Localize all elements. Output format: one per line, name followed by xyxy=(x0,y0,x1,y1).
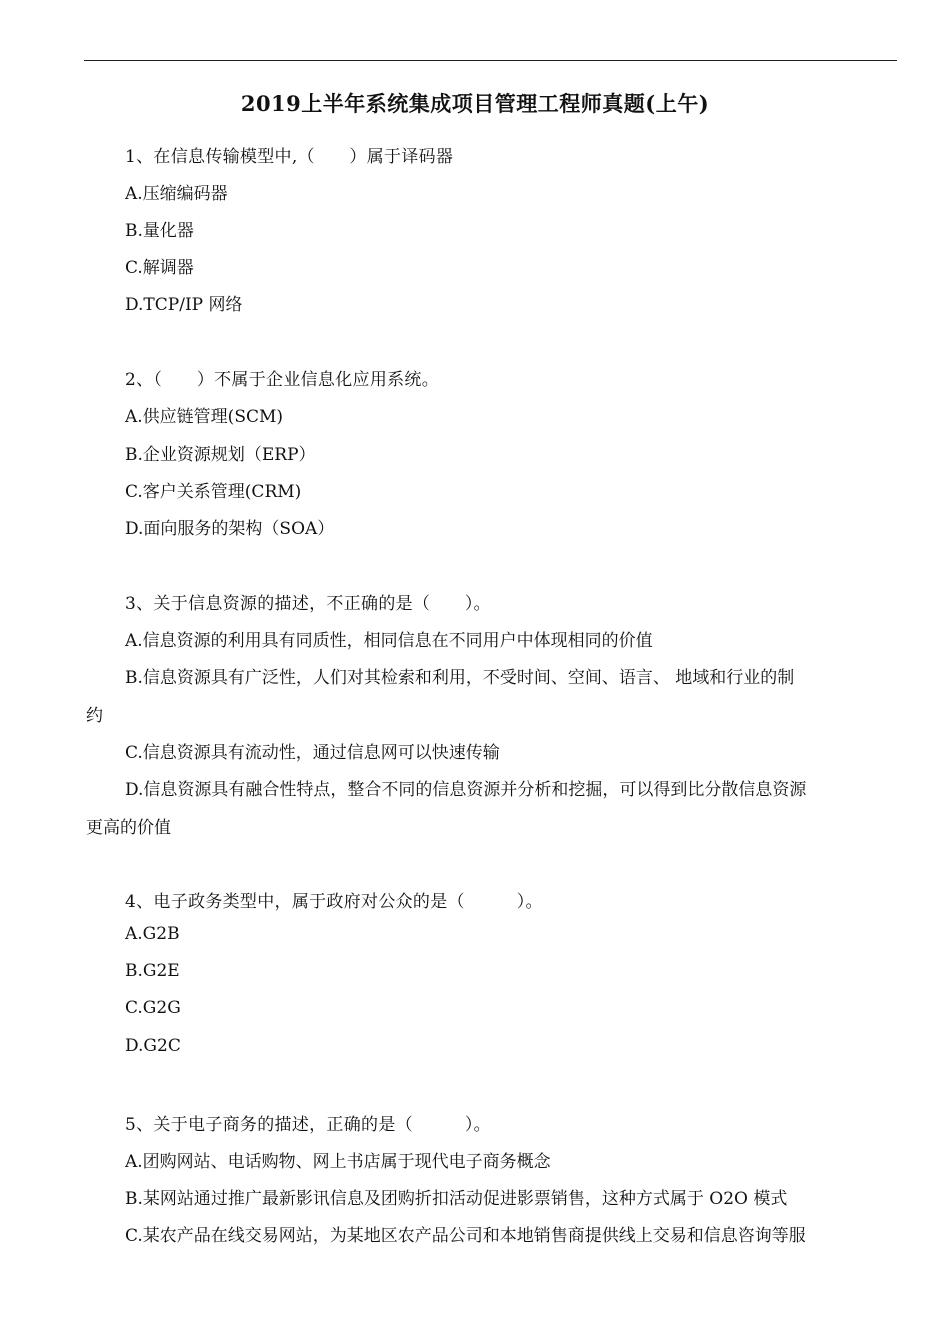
question-4: 4、电子政务类型中，属于政府对公众的是（ ）。 xyxy=(125,892,543,912)
question-1: 1、在信息传输模型中,（ ）属于译码器 xyxy=(125,147,454,167)
option-3d: D.信息资源具有融合性特点，整合不同的信息资源并分析和挖掘，可以得到比分散信息资源 xyxy=(125,780,807,800)
question-2: 2、（ ）不属于企业信息化应用系统。 xyxy=(125,370,440,390)
option-5a: A.团购网站、电话购物、网上书店属于现代电子商务概念 xyxy=(125,1152,551,1172)
option-4a: A.G2B xyxy=(125,924,180,944)
option-4c: C.G2G xyxy=(125,998,181,1018)
option-1c: C.解调器 xyxy=(125,258,194,278)
option-5b: B.某网站通过推广最新影讯信息及团购折扣活动促进影票销售，这种方式属于 O2O 模式 xyxy=(125,1189,788,1209)
option-3b-cont: 约 xyxy=(86,706,103,726)
option-1d: D.TCP/IP 网络 xyxy=(125,295,243,315)
option-3c: C.信息资源具有流动性，通过信息网可以快速传输 xyxy=(125,743,500,763)
option-2b: B.企业资源规划（ERP） xyxy=(125,445,316,465)
option-4d: D.G2C xyxy=(125,1036,181,1056)
option-1a: A.压缩编码器 xyxy=(125,184,228,204)
question-5: 5、关于电子商务的描述，正确的是（ ）。 xyxy=(125,1115,491,1135)
option-5c: C.某农产品在线交易网站，为某地区农产品公司和本地销售商提供线上交易和信息咨询等服 xyxy=(125,1226,806,1246)
option-3b: B.信息资源具有广泛性，人们对其检索和利用，不受时间、空间、语言、 地域和行业的制 xyxy=(125,668,795,688)
question-3: 3、关于信息资源的描述，不正确的是（ ）。 xyxy=(125,594,491,614)
top-rule xyxy=(84,60,897,61)
option-4b: B.G2E xyxy=(125,961,180,981)
option-3a: A.信息资源的利用具有同质性，相同信息在不同用户中体现相同的价值 xyxy=(125,631,653,651)
option-2d: D.面向服务的架构（SOA） xyxy=(125,519,335,539)
page-title: 2019上半年系统集成项目管理工程师真题(上午) xyxy=(240,91,710,116)
option-2c: C.客户关系管理(CRM) xyxy=(125,482,302,502)
option-3d-cont: 更高的价值 xyxy=(86,818,171,838)
option-2a: A.供应链管理(SCM) xyxy=(125,407,284,427)
option-1b: B.量化器 xyxy=(125,221,194,241)
